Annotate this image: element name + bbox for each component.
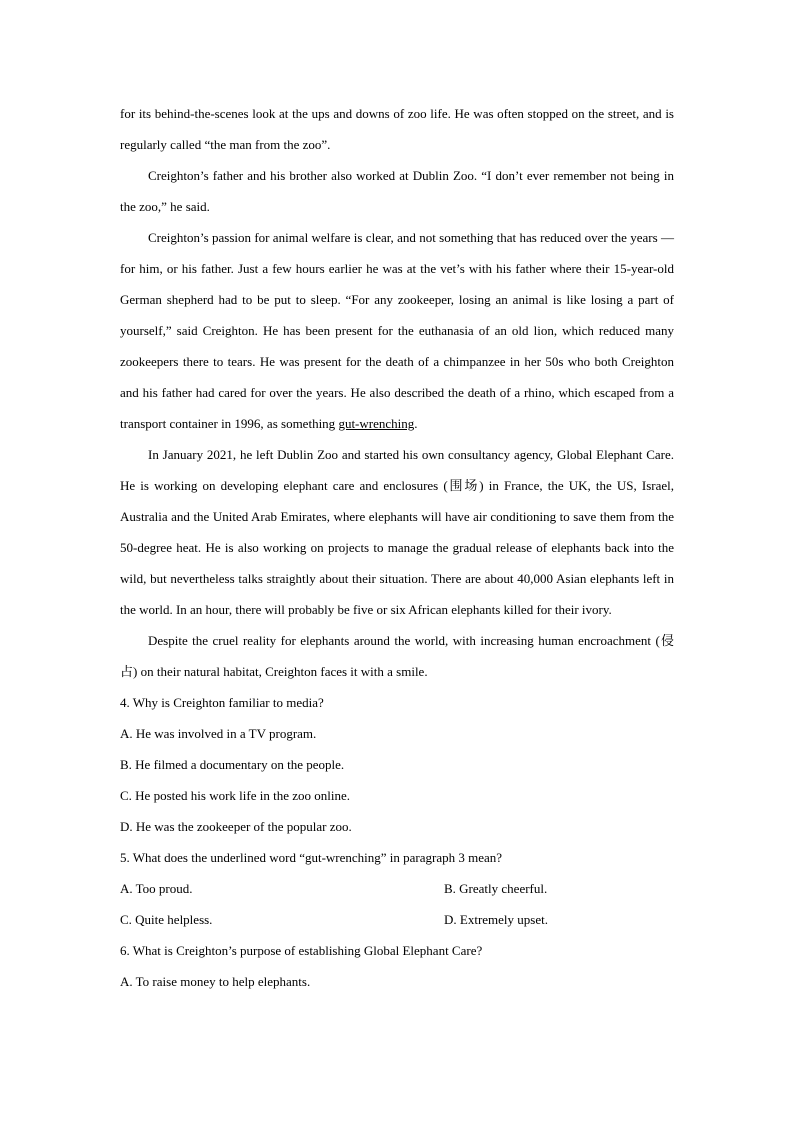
question-5-option-b: B. Greatly cheerful.	[444, 881, 548, 896]
paragraph-family: Creighton’s father and his brother also worked at Dublin Zoo. “I don’t ever remember not being in the zoo,” he said.	[120, 168, 674, 214]
question-5-options-row-2	[120, 904, 674, 935]
question-5-options-row-1	[120, 873, 674, 904]
paragraph-passion-text: Creighton’s passion for animal welfare is clear, and not something that has reduced over the years — for him, or his father. Just a few hours earlier he was at the vet’s with his father where their 15-year-old German shepherd had to be put to sleep. “For any zookeeper, losing an animal is like losing a part of yourself,” said Creighton. He has been present for the euthanasia of an old lion, which reduced many zookeepers there to tears. He was present for the death of a chimpanzee in her 50s who both Creighton and his father had cared for over the years. He also described the death of a rhino, which escaped from a transport container in 1996, as something	[120, 230, 674, 431]
paragraph-passion	[120, 222, 674, 439]
question-5-option-c: C. Quite helpless.	[120, 912, 213, 927]
question-4-option-c: C. He posted his work life in the zoo online.	[120, 788, 350, 803]
question-4-stem: 4. Why is Creighton familiar to media?	[120, 695, 324, 710]
underlined-word: gut-wrenching	[338, 416, 415, 431]
paragraph-continued: for its behind-the-scenes look at the ups and downs of zoo life. He was often stopped on the street, and is regularly called “the man from the zoo”.	[120, 106, 674, 152]
question-5-stem: 5. What does the underlined word “gut-wrenching” in paragraph 3 mean?	[120, 850, 503, 865]
question-6-stem: 6. What is Creighton’s purpose of establishing Global Elephant Care?	[120, 943, 483, 958]
document-page	[120, 98, 674, 997]
paragraph-conclusion: Despite the cruel reality for elephants around the world, with increasing human encroachment (侵占) on their natural habitat, Creighton faces it with a smile.	[120, 633, 674, 679]
question-4-option-a: A. He was involved in a TV program.	[120, 726, 317, 741]
question-5-option-a: A. Too proud.	[120, 881, 193, 896]
paragraph-passion-end: .	[414, 416, 418, 431]
question-5-option-d: D. Extremely upset.	[444, 912, 548, 927]
question-4-option-d: D. He was the zookeeper of the popular zoo.	[120, 819, 352, 834]
paragraph-global-elephant-care: In January 2021, he left Dublin Zoo and started his own consultancy agency, Global Elephant Care. He is working on developing elephant care and enclosures (围场) in France, the UK, the US, Israel, Australia and the United Arab Emirates, where elephants will have air conditioning to save them from the 50-degree heat. He is also working on projects to manage the gradual release of elephants back into the wild, but nevertheless talks straightly about their situation. There are about 40,000 Asian elephants left in the world. In an hour, there will probably be five or six African elephants killed for their ivory.	[120, 447, 674, 617]
question-6-option-a: A. To raise money to help elephants.	[120, 974, 311, 989]
question-4-option-b: B. He filmed a documentary on the people.	[120, 757, 345, 772]
